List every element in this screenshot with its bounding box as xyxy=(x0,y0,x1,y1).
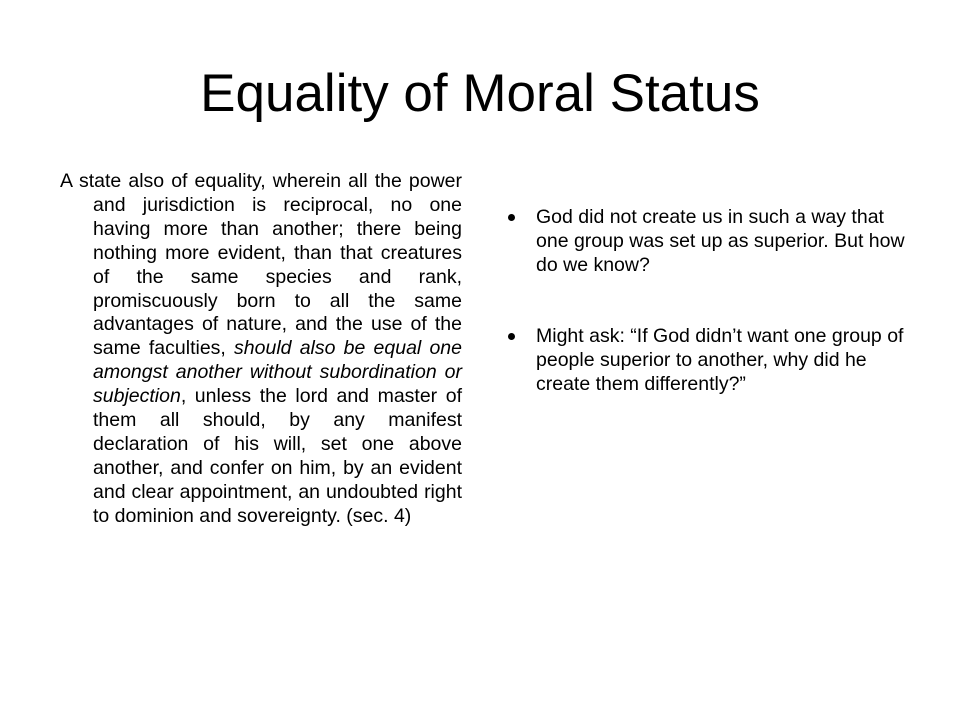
locke-quote xyxy=(60,170,462,529)
slide-title: Equality of Moral Status xyxy=(200,64,760,123)
quote-italic-text: should also be equal one amongst another without subordination or subjection xyxy=(93,337,462,408)
bullet-dot-icon xyxy=(508,333,515,340)
bullet-text: Might ask: “If God didn’t want one group of people superior to another, why did he create them differently?” xyxy=(536,324,904,395)
bullet-list xyxy=(508,206,908,443)
bullet-text: God did not create us in such a way that one group was set up as superior. But how do we know? xyxy=(536,206,905,276)
quote-text-part-2: , unless the lord and master of them all should, by any manifest declaration of his will, set one above another, and confer on him, by an evident and clear appointment, an undoubted right to dominion and sovereignty. (sec. 4) xyxy=(93,385,462,527)
quote-text-part-1: A state also of equality, wherein all the power and jurisdiction is reciprocal, no one having more than another; there being nothing more evident, than that creatures of the same species and rank, promiscuously born to all the same advantages of nature, and the use of the same faculties, xyxy=(60,170,462,360)
bullet-dot-icon xyxy=(508,214,515,221)
bullet-item xyxy=(508,325,908,397)
bullet-item xyxy=(508,206,908,278)
